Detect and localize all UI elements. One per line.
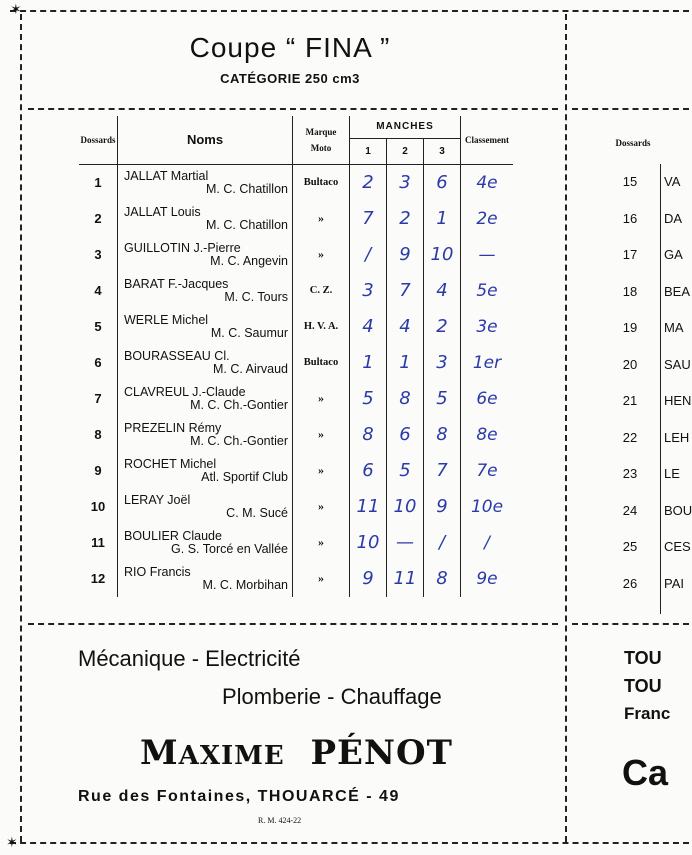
classement-result: 1er [472,352,502,373]
manche-3-result: 3 [424,345,461,381]
rider-club: M. C. Chatillon [206,217,288,232]
rider-name: WERLE Michel [124,312,209,327]
table-row [79,453,513,489]
ad-address [78,788,400,806]
dossard-number: 9 [79,453,118,489]
moto-brand: » [293,453,350,489]
star-ornament-top: ✶ [10,2,22,18]
rider-club: Atl. Sportif Club [201,469,288,484]
right-dossard-number: 16 [622,210,638,226]
moto-brand: » [293,201,350,237]
manche-3-result: / [424,525,461,561]
table-row [79,345,513,381]
right-rider-name: BOU [664,502,692,518]
rider-club: G. S. Torcé en Vallée [171,541,288,556]
classement-result: 9e [476,568,498,589]
rider-cell [118,273,293,309]
right-dossard-number: 26 [622,575,638,591]
table-row [79,525,513,561]
table-row [79,164,513,201]
moto-brand: Bultaco [293,345,350,381]
dossard-number: 1 [79,164,118,201]
right-rider-name: LE [664,466,680,481]
manche-3-result: 6 [424,164,461,201]
right-rider-name: DA [664,210,683,226]
right-dossard-number: 20 [622,356,638,372]
star-ornament-bottom: ✶ [6,835,18,851]
ad-separator [28,623,558,625]
col-header-noms: Noms [118,116,293,164]
rider-name: JALLAT Louis [124,204,201,219]
manche-1-result: 4 [350,309,387,345]
manche-1-result: 7 [350,201,387,237]
rider-cell [118,525,293,561]
right-rider-name: LEH [664,429,690,445]
table-row [79,561,513,597]
right-dossard-number: 23 [622,466,638,481]
rider-name: BOURASSEAU Cl. [124,348,230,363]
rider-cell [118,164,293,201]
rider-name: GUILLOTIN J.-Pierre [124,240,241,255]
manche-3-result: 8 [424,561,461,597]
rider-cell [118,237,293,273]
manche-2-result: 4 [387,309,424,345]
manche-2-result: — [387,525,424,561]
table-row [79,237,513,273]
right-rider-name: MA [664,320,684,335]
manche-3-header: 3 [424,138,461,164]
right-rider-name: SAU [664,356,691,372]
dossard-number: 7 [79,381,118,417]
moto-brand: H. V. A. [293,309,350,345]
col-header-classement: Classement [461,116,514,164]
manche-1-result: 11 [350,489,387,525]
right-dossard-number: 25 [622,539,638,554]
rider-club: M. C. Ch.-Gontier [190,397,288,412]
rider-club: M. C. Chatillon [206,181,288,196]
classement-result: 3e [476,316,498,337]
manche-1-result: 6 [350,453,387,489]
rider-club: M. C. Tours [224,289,288,304]
manche-1-result: 9 [350,561,387,597]
rider-cell [118,489,293,525]
classement-result: — [478,244,496,265]
moto-brand: Bultaco [293,164,350,201]
rider-cell [118,201,293,237]
col-header-marque-label: Marque [305,126,337,137]
address-town: THOUARCÉ - 49 [257,788,400,805]
table-row [79,417,513,453]
ad-line-plomberie: Plomberie - Chauffage [222,684,442,709]
right-rider-name: CES [664,539,691,554]
manche-2-result: 10 [387,489,424,525]
right-dossard-number: 24 [622,502,638,518]
moto-brand: » [293,489,350,525]
rider-name: BOULIER Claude [124,528,222,543]
center-divider [565,14,567,842]
ad-brand-name [140,733,453,773]
dossard-number: 5 [79,309,118,345]
dossard-number: 2 [79,201,118,237]
rider-cell [118,453,293,489]
manche-3-result: 9 [424,489,461,525]
right-ad-line-2: TOU [624,676,662,696]
brand-first-rest: AXIME [178,741,285,771]
dossard-number: 6 [79,345,118,381]
col-header-manches: MANCHES [350,116,461,138]
result-rows [79,164,513,597]
rider-cell [118,309,293,345]
rider-club: M. C. Ch.-Gontier [190,433,288,448]
rider-club: M. C. Airvaud [212,361,288,376]
manche-2-result: 8 [387,381,424,417]
manche-1-result: 2 [350,164,387,201]
manche-1-result: 5 [350,381,387,417]
rider-name: BARAT F.-Jacques [124,276,229,291]
dossard-number: 11 [79,525,118,561]
manche-3-result: 1 [424,201,461,237]
right-ad-line-3: Franc [624,704,671,723]
dossard-number: 8 [79,417,118,453]
rider-cell [118,345,293,381]
classement-result: 10e [470,496,504,517]
ad-line-mecanique: Mécanique - Electricité [78,646,301,671]
manche-3-result: 10 [424,237,461,273]
rider-club: M. C. Angevin [210,253,288,268]
right-dossard-number: 22 [622,429,638,445]
header-separator-right [572,108,689,110]
right-dossard-number: 19 [622,320,638,335]
right-rider-name: GA [664,247,683,262]
manche-1-result: 3 [350,273,387,309]
page-title: Coupe “ FINA ” [189,32,391,63]
table-row [79,201,513,237]
manche-2-result: 11 [387,561,424,597]
dossard-number: 4 [79,273,118,309]
manche-1-result: / [350,237,387,273]
rider-name: JALLAT Martial [124,168,209,183]
manche-1-result: 8 [350,417,387,453]
right-rider-name: HEN [664,393,692,408]
col-header-dossards: Dossards [79,116,118,164]
ad-rm-number: R. M. 424-22 [258,816,302,825]
moto-brand: » [293,381,350,417]
right-dossard-number: 18 [622,283,638,299]
dossard-number: 3 [79,237,118,273]
manche-1-result: 10 [350,525,387,561]
table-row [79,273,513,309]
bottom-border [10,842,689,844]
moto-brand: » [293,525,350,561]
rider-name: PREZELIN Rémy [124,420,222,435]
ad-separator-right [572,623,689,625]
classement-result: / [484,532,490,553]
dossard-number: 12 [79,561,118,597]
classement-result: 8e [476,424,498,445]
right-rider-name: PAI [664,575,684,591]
manche-2-result: 9 [387,237,424,273]
manche-2-header: 2 [387,138,424,164]
col-header-moto-label: Moto [310,142,332,153]
manche-3-result: 5 [424,381,461,417]
table-row [79,489,513,525]
manche-3-result: 7 [424,453,461,489]
rider-name: RIO Francis [124,564,191,579]
moto-brand: » [293,561,350,597]
rider-name: CLAVREUL J.-Claude [124,384,246,399]
manche-2-result: 7 [387,273,424,309]
manche-2-result: 5 [387,453,424,489]
rider-cell [118,417,293,453]
classement-result: 4e [476,172,498,193]
results-table [79,116,513,597]
right-rider-name: VA [664,174,681,189]
address-street: Rue des Fontaines, [78,788,252,805]
moto-brand: » [293,237,350,273]
brand-initial: M [140,733,179,773]
manche-2-result: 3 [387,164,424,201]
manche-1-header: 1 [350,138,387,164]
manche-1-result: 1 [350,345,387,381]
manche-2-result: 1 [387,345,424,381]
table-row [79,309,513,345]
right-rider-name: BEA [664,283,691,299]
rider-club: C. M. Sucé [226,505,288,520]
rider-name: LERAY Joël [124,492,191,507]
rider-cell [118,561,293,597]
manche-3-result: 8 [424,417,461,453]
category-subtitle: CATÉGORIE 250 cm3 [220,71,360,86]
right-ad-line-4: Ca [622,752,669,793]
right-dossard-number: 15 [622,174,638,189]
rider-club: M. C. Morbihan [202,577,288,592]
table-row [79,381,513,417]
moto-brand: » [293,417,350,453]
manche-3-result: 4 [424,273,461,309]
right-ad-line-1: TOU [624,648,662,668]
classement-result: 5e [476,280,498,301]
brand-last: PÉNOT [310,733,453,773]
header-separator [28,108,558,110]
manche-3-result: 2 [424,309,461,345]
classement-result: 7e [476,460,498,481]
right-col-header-dossards: Dossards [615,138,651,148]
manche-2-result: 6 [387,417,424,453]
top-border [10,10,689,12]
classement-result: 2e [476,208,498,229]
rider-cell [118,381,293,417]
classement-result: 6e [476,388,498,409]
manche-2-result: 2 [387,201,424,237]
dossard-number: 10 [79,489,118,525]
right-table-divider [660,164,661,614]
left-border [20,14,22,842]
rider-name: ROCHET Michel [124,456,217,471]
right-dossard-number: 21 [622,393,638,408]
moto-brand: C. Z. [293,273,350,309]
col-header-marque [293,116,350,164]
rider-club: M. C. Saumur [210,325,288,340]
right-dossard-number: 17 [622,247,638,262]
